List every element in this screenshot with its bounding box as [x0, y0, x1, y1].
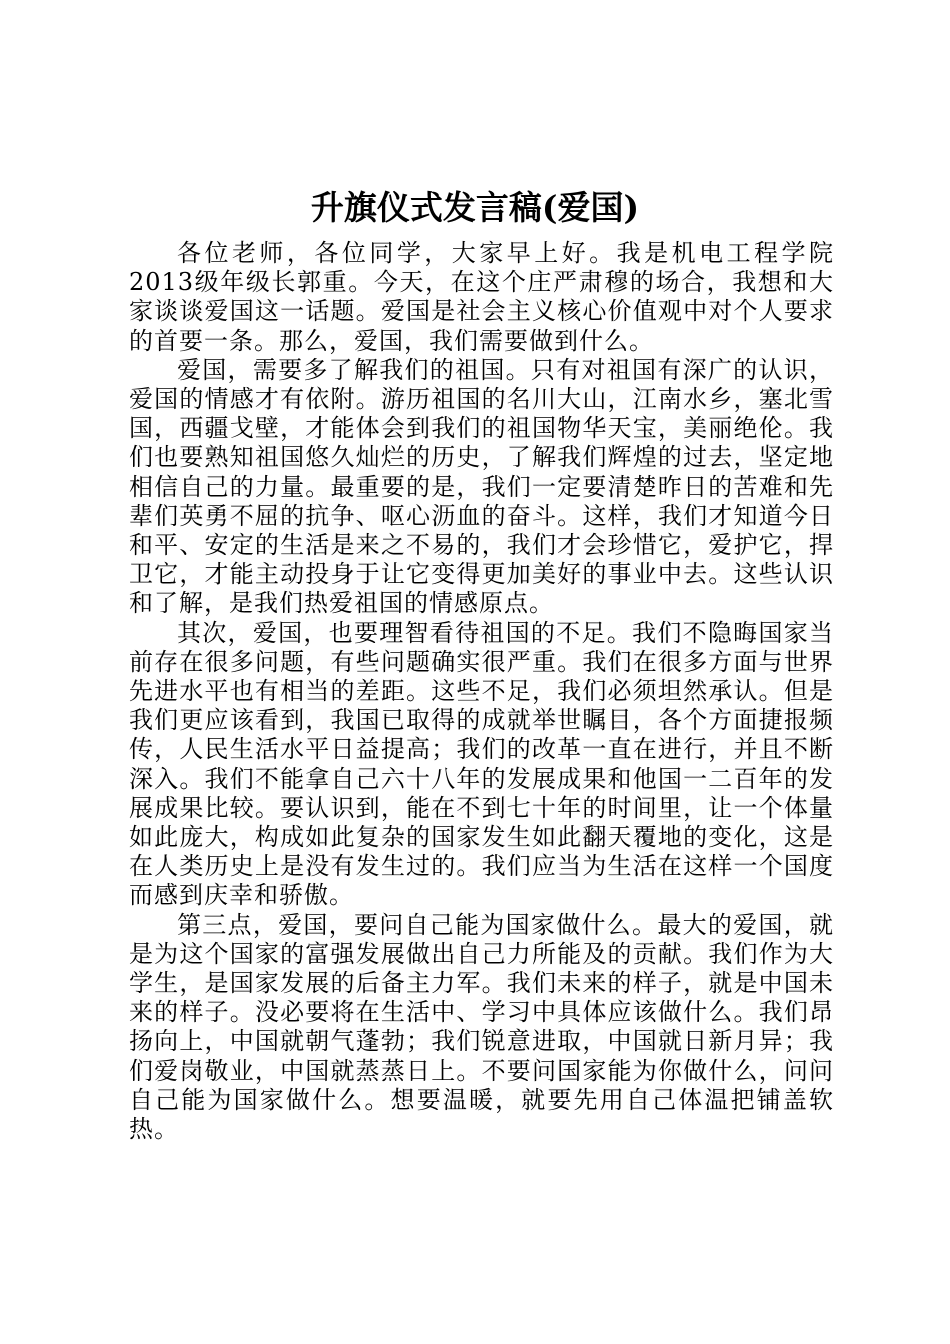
paragraph-contribution: 第三点，爱国，要问自己能为国家做什么。最大的爱国，就是为这个国家的富强发展做出自己力所能及的贡献。我们作为大学生，是国家发展的后备主力军。我们未来的样子，就是中国未来的样子。没必要将在生活中、学习中具体应该做什么。我们昂扬向上，中国就朝气蓬勃；我们锐意进取，中国就日新月异；我们爱岗敬业，中国就蒸蒸日上。不要问国家能为你做什么，问问自己能为国家做什么。想要温暖，就要先用自己体温把铺盖软热。	[129, 910, 834, 1144]
paragraph-rational-view: 其次，爱国，也要理智看待祖国的不足。我们不隐晦国家当前存在很多问题，有些问题确实很严重。我们在很多方面与世界先进水平也有相当的差距。这些不足，我们必须坦然承认。但是我们更应该看到，我国已取得的成就举世瞩目，各个方面捷报频传，人民生活水平日益提高；我们的改革一直在进行，并且不断深入。我们不能拿自己六十八年的发展成果和他国一二百年的发展成果比较。要认识到，能在不到七十年的时间里，让一个体量如此庞大，构成如此复杂的国家发生如此翻天覆地的变化，这是在人类历史上是没有发生过的。我们应当为生活在这样一个国度而感到庆幸和骄傲。	[129, 618, 834, 910]
paragraph-greeting: 各位老师，各位同学，大家早上好。我是机电工程学院2013级年级长郭重。今天，在这个庄严肃穆的场合，我想和大家谈谈爱国这一话题。爱国是社会主义核心价值观中对个人要求的首要一条。那么，爱国，我们需要做到什么。	[129, 239, 834, 355]
paragraph-know-motherland: 爱国，需要多了解我们的祖国。只有对祖国有深广的认识，爱国的情感才有依附。游历祖国的名川大山，江南水乡，塞北雪国，西疆戈壁，才能体会到我们的祖国物华天宝，美丽绝伦。我们也要熟知祖国悠久灿烂的历史，了解我们辉煌的过去，坚定地相信自己的力量。最重要的是，我们一定要清楚昨日的苦难和先辈们英勇不屈的抗争、呕心沥血的奋斗。这样，我们才知道今日和平、安定的生活是来之不易的，我们才会珍惜它，爱护它，捍卫它，才能主动投身于让它变得更加美好的事业中去。这些认识和了解，是我们热爱祖国的情感原点。	[129, 355, 834, 618]
document-title: 升旗仪式发言稿(爱国)	[310, 188, 640, 227]
document-body	[129, 239, 834, 1144]
